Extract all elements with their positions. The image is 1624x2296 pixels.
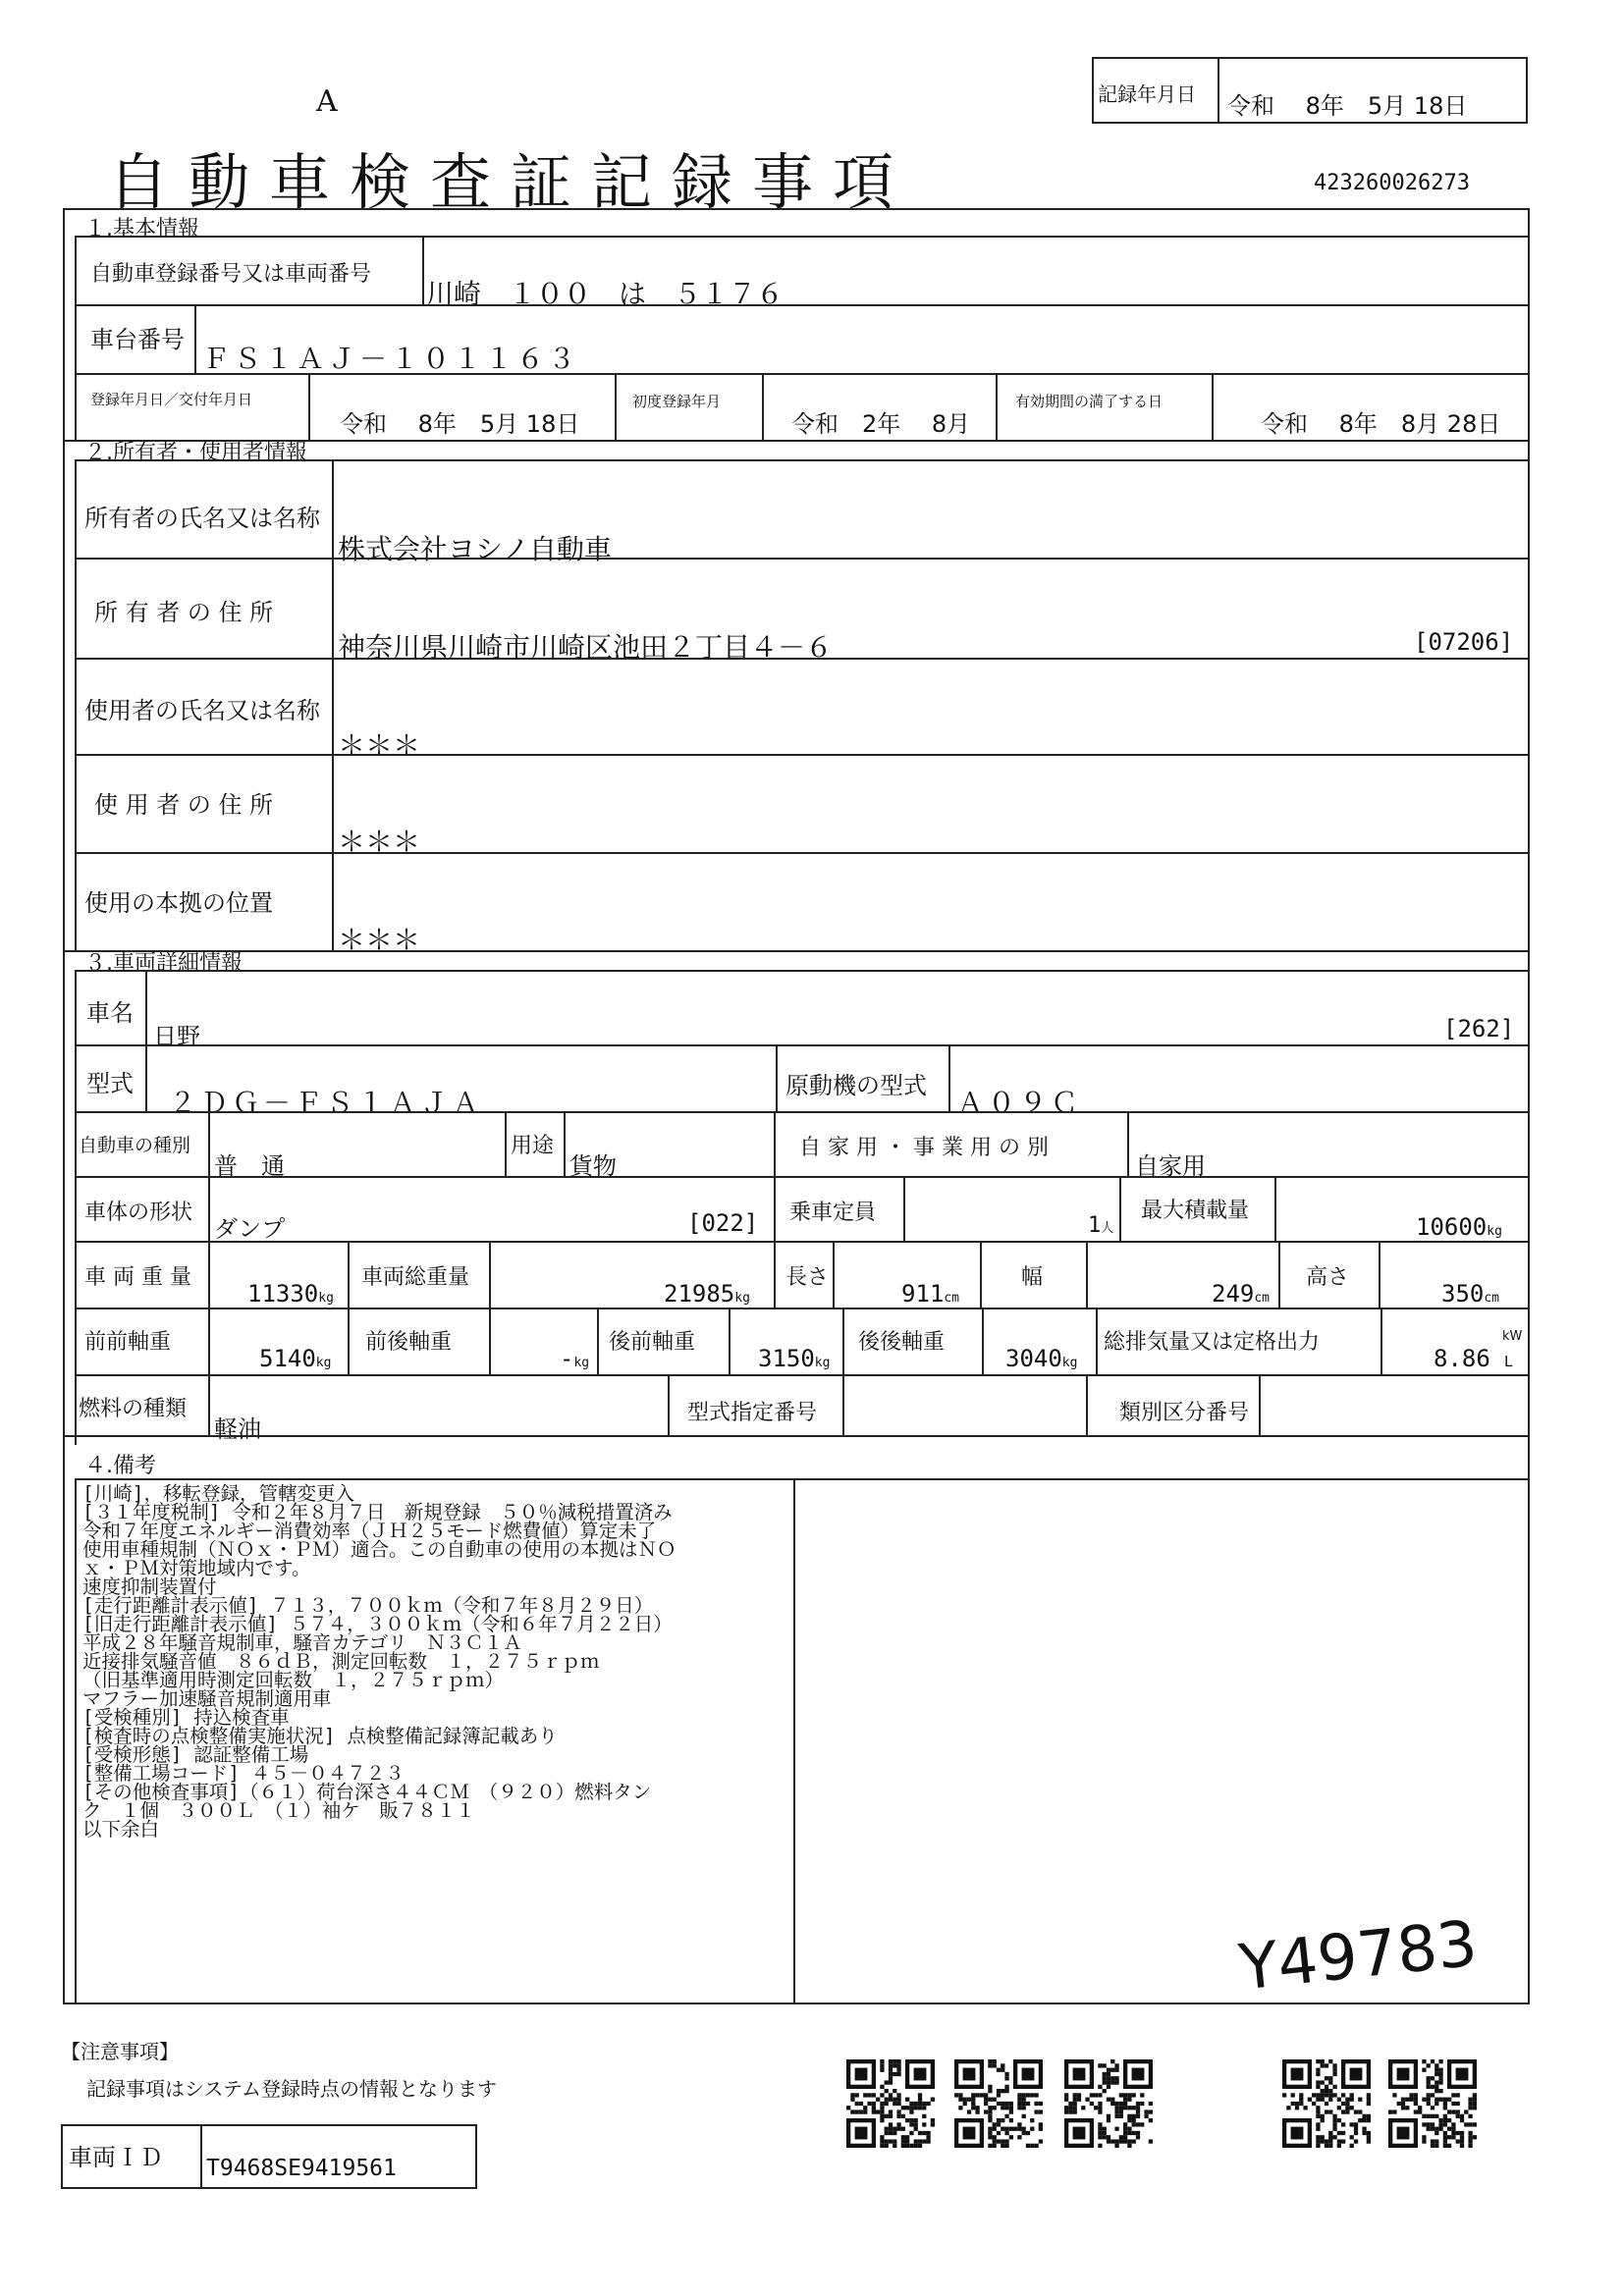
qr-code-icon — [1282, 2059, 1371, 2148]
user-name-label: 使用者の氏名又は名称 — [84, 697, 320, 724]
body-shape-code: [022] — [687, 1209, 759, 1237]
user-address-label: 使 用 者 の 住 所 — [94, 791, 274, 819]
ff-axle-value: 5140 — [259, 1345, 316, 1372]
notes-text: 記録事項はシステム登録時点の情報となります — [86, 2077, 497, 2101]
body-shape-value: ダンプ — [214, 1215, 286, 1243]
doc-number: 423260026273 — [1314, 171, 1470, 195]
qr-code-icon — [846, 2059, 935, 2148]
car-name-value: 日野 — [153, 1023, 200, 1050]
private-business-value: 自家用 — [1135, 1152, 1206, 1180]
height-value-group — [1441, 1280, 1499, 1308]
vehicle-id-value: T9468SE9419561 — [206, 2156, 397, 2181]
rr-axle-label: 後後軸重 — [858, 1330, 946, 1355]
ff-axle-label: 前前軸重 — [84, 1330, 172, 1355]
type-number-label: 型式指定番号 — [687, 1401, 818, 1425]
gross-weight-value-group — [664, 1280, 750, 1308]
notes-label: 【注意事項】 — [61, 2040, 179, 2063]
reg-no-value: 川崎 １００ は ５１７６ — [426, 278, 785, 310]
expiry-label: 有効期間の満了する日 — [1015, 393, 1164, 410]
displacement-unit-l: L — [1504, 1353, 1513, 1370]
fr-axle-value: - — [560, 1345, 574, 1372]
vehicle-weight-label: 車 両 重 量 — [84, 1265, 191, 1290]
height-value: 350 — [1441, 1280, 1485, 1308]
vehicle-id-label: 車両ＩＤ — [69, 2144, 163, 2171]
length-unit: cm — [944, 1291, 960, 1306]
ff-axle-value-group — [259, 1345, 331, 1372]
kind-label: 自動車の種別 — [79, 1135, 191, 1156]
rr-axle-value: 3040 — [1005, 1345, 1062, 1372]
rf-axle-value-group — [758, 1345, 830, 1372]
private-business-label: 自 家 用 ・ 事 業 用 の 別 — [799, 1136, 1049, 1160]
reg-date-value: 令和 8年 5月 18日 — [340, 410, 580, 438]
capacity-label: 乗車定員 — [789, 1201, 877, 1225]
rf-axle-unit: kg — [814, 1356, 831, 1370]
width-value-group — [1212, 1280, 1270, 1308]
record-date-value: 令和 8年 5月 18日 — [1227, 92, 1468, 120]
chassis-value: ＦＳ１ＡＪ－１０１１６３ — [202, 343, 580, 375]
owner-name-value: 株式会社ヨシノ自動車 — [338, 533, 612, 565]
chassis-label: 車台番号 — [90, 326, 185, 353]
model-value: ２ＤＧ－ＦＳ１ＡＪＡ — [169, 1087, 484, 1119]
height-label: 高さ — [1306, 1265, 1350, 1290]
owner-address-code: [07206] — [1414, 628, 1514, 656]
owner-address-label: 所 有 者 の 住 所 — [94, 599, 274, 626]
capacity-unit: 人 — [1101, 1221, 1114, 1236]
base-location-value: ＊＊＊ — [338, 924, 421, 956]
section-title-vehicle: ３.車両詳細情報 — [84, 951, 243, 976]
section-title-basic: １.基本情報 — [84, 217, 199, 241]
engine-label: 原動機の型式 — [785, 1072, 927, 1099]
body-shape-label: 車体の形状 — [84, 1201, 193, 1225]
width-label: 幅 — [1021, 1265, 1044, 1290]
gross-weight-label: 車両総重量 — [361, 1265, 470, 1290]
reg-no-label: 自動車登録番号又は車両番号 — [90, 262, 372, 287]
gross-weight-unit: kg — [734, 1291, 750, 1306]
qr-code-icon — [1064, 2059, 1153, 2148]
class-number-label: 類別区分番号 — [1119, 1401, 1250, 1425]
displacement-value: 8.86 — [1434, 1345, 1490, 1372]
fr-axle-unit: kg — [573, 1356, 590, 1370]
gross-weight-value: 21985 — [664, 1280, 735, 1308]
rf-axle-label: 後前軸重 — [609, 1330, 696, 1355]
car-name-label: 車名 — [86, 999, 134, 1027]
max-load-value-group — [1416, 1213, 1502, 1241]
fuel-label: 燃料の種類 — [79, 1397, 188, 1421]
vehicle-weight-value-group — [247, 1280, 334, 1308]
width-value: 249 — [1212, 1280, 1255, 1308]
use-value: 貨物 — [569, 1152, 617, 1180]
qr-code-icon — [954, 2059, 1043, 2148]
fr-axle-value-group — [560, 1345, 589, 1372]
user-name-value: ＊＊＊ — [338, 729, 421, 762]
base-location-label: 使用の本拠の位置 — [84, 889, 273, 917]
handwritten-note: Y49783 — [1235, 1907, 1481, 2005]
rf-axle-value: 3150 — [758, 1345, 815, 1372]
owner-name-label: 所有者の氏名又は名称 — [84, 505, 320, 532]
vehicle-weight-value: 11330 — [247, 1280, 319, 1308]
displacement-label: 総排気量又は定格出力 — [1104, 1330, 1321, 1355]
ff-axle-unit: kg — [315, 1356, 332, 1370]
model-label: 型式 — [86, 1070, 134, 1097]
header-mark: A — [316, 84, 338, 119]
kind-value: 普 通 — [214, 1152, 285, 1180]
first-reg-label: 初度登録年月 — [632, 393, 722, 410]
length-label: 長さ — [785, 1265, 830, 1290]
length-value-group — [901, 1280, 959, 1308]
fr-axle-label: 前後軸重 — [365, 1330, 453, 1355]
capacity-value: 1 — [1088, 1213, 1102, 1238]
owner-address-value: 神奈川県川崎市川崎区池田２丁目４－６ — [338, 631, 834, 664]
max-load-value: 10600 — [1416, 1213, 1488, 1241]
first-reg-value: 令和 2年 8月 — [791, 410, 971, 438]
page-title: 自動車検査証記録事項 — [108, 146, 914, 218]
rr-axle-unit: kg — [1061, 1356, 1078, 1370]
section-title-remarks: ４.備考 — [84, 1454, 156, 1478]
fuel-value: 軽油 — [214, 1415, 261, 1443]
record-date-label: 記録年月日 — [1098, 82, 1196, 106]
engine-value: Ａ０９Ｃ — [956, 1087, 1083, 1119]
user-address-value: ＊＊＊ — [338, 826, 421, 858]
use-label: 用途 — [511, 1134, 555, 1158]
expiry-value: 令和 8年 8月 28日 — [1261, 410, 1501, 438]
capacity-value-group — [1088, 1213, 1113, 1238]
width-unit: cm — [1254, 1291, 1271, 1306]
section-title-owner: ２.所有者・使用者情報 — [84, 441, 307, 465]
qr-code-icon — [1388, 2059, 1477, 2148]
displacement-unit-kw: kW — [1502, 1329, 1523, 1344]
max-load-unit: kg — [1487, 1224, 1502, 1239]
max-load-label: 最大積載量 — [1141, 1199, 1250, 1223]
remarks-text: [川崎]，移転登録，管轄変更入 [３１年度税制] 令和２年８月７日 新規登録 ５０％減税措置済み 令和７年度エネルギー消費効率（ＪＨ２５モード燃費値）算定未了 使用車種規制（ＮＯｘ・ＰＭ）適合。この自動車の使用の本拠はＮＯ ｘ・ＰＭ対策地域内です。 速度抑制装置付 [走行距離計表示値] ７１３，７００ｋｍ（令和７年８月２９日） [旧走行距離計表示値] ５７４，３００ｋｍ（令和６年７月２２日） 平成２８年騒音規制車，騒音カテゴリ Ｎ３Ｃ１Ａ 近接排気騒音値 ８６ｄＢ，測定回転数 １，２７５ｒｐｍ （旧基準適用時測定回転数 １，２７５ｒｐｍ） マフラー加速騒音規制適用車 [受検種別] 持込検査車 [検査時の点検整備実施状況] 点検整備記録簿記載あり [受検形態] 認証整備工場 [整備工場コード] ４５－０４７２３ [その他検査事項]（６１）荷台深さ４４ＣＭ （９２０）燃料タン ク １個 ３００Ｌ （１）袖ケ 販７８１１ 以下余白 — [82, 1482, 677, 1841]
height-unit: cm — [1484, 1291, 1500, 1306]
vehicle-weight-unit: kg — [318, 1291, 334, 1306]
car-name-code: [262] — [1443, 1015, 1515, 1042]
rr-axle-value-group — [1005, 1345, 1077, 1372]
reg-date-label: 登録年月日／交付年月日 — [90, 391, 253, 408]
length-value: 911 — [901, 1280, 945, 1308]
